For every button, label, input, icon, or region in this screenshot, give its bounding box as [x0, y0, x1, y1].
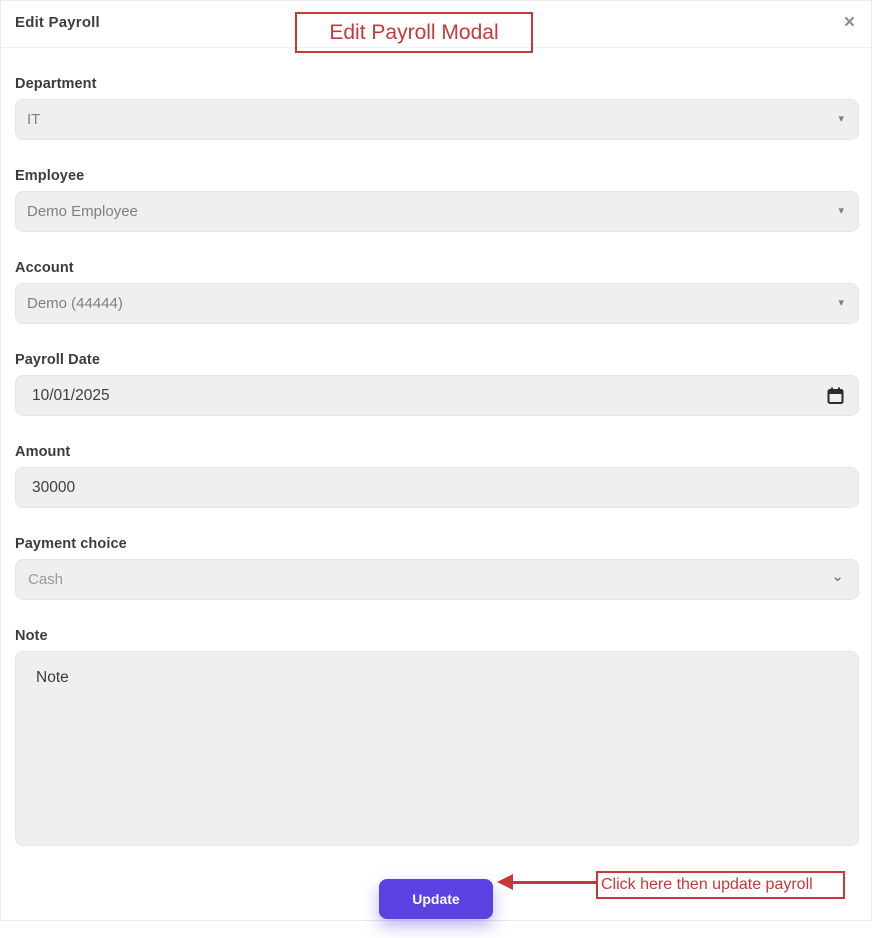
- payroll-date-input[interactable]: [15, 375, 859, 416]
- amount-input[interactable]: [16, 468, 858, 507]
- account-group: [15, 260, 857, 324]
- amount-field: [15, 467, 859, 508]
- payment-choice-group: [15, 536, 857, 600]
- annotation-arrow-line: [512, 881, 596, 884]
- update-button[interactable]: Update: [379, 879, 493, 919]
- account-value: Demo (44444): [27, 295, 123, 312]
- annotation-bottom-box: Click here then update payroll: [596, 871, 845, 899]
- chevron-down-icon: ▾: [838, 205, 844, 217]
- chevron-down-icon: ▾: [838, 297, 844, 309]
- department-select[interactable]: [15, 99, 859, 140]
- note-group: [15, 628, 857, 851]
- chevron-down-icon: ▾: [838, 113, 844, 125]
- department-label: Department: [15, 76, 97, 92]
- modal-body: [1, 48, 871, 879]
- annotation-top-box: Edit Payroll Modal: [295, 12, 533, 53]
- calendar-icon[interactable]: [827, 387, 844, 405]
- note-textarea[interactable]: [15, 651, 859, 846]
- account-select[interactable]: [15, 283, 859, 324]
- department-value: IT: [27, 111, 41, 128]
- note-label: Note: [15, 628, 48, 644]
- close-icon[interactable]: ×: [843, 12, 855, 33]
- employee-group: [15, 168, 857, 232]
- payment-choice-value: Cash: [28, 571, 64, 588]
- account-label: Account: [15, 260, 74, 276]
- employee-label: Employee: [15, 168, 85, 184]
- chevron-down-icon: ⌄: [831, 568, 844, 585]
- payroll-date-group: [15, 352, 857, 416]
- payroll-date-value[interactable]: [16, 376, 827, 415]
- modal-title: Edit Payroll: [15, 14, 100, 31]
- annotation-arrow-head-icon: [497, 874, 513, 890]
- department-group: [15, 76, 857, 140]
- payroll-date-label: Payroll Date: [15, 352, 101, 368]
- employee-select[interactable]: [15, 191, 859, 232]
- payment-choice-select[interactable]: [15, 559, 859, 600]
- employee-value: Demo Employee: [27, 203, 138, 220]
- amount-group: [15, 444, 857, 508]
- payment-choice-label: Payment choice: [15, 536, 127, 552]
- amount-label: Amount: [15, 444, 71, 460]
